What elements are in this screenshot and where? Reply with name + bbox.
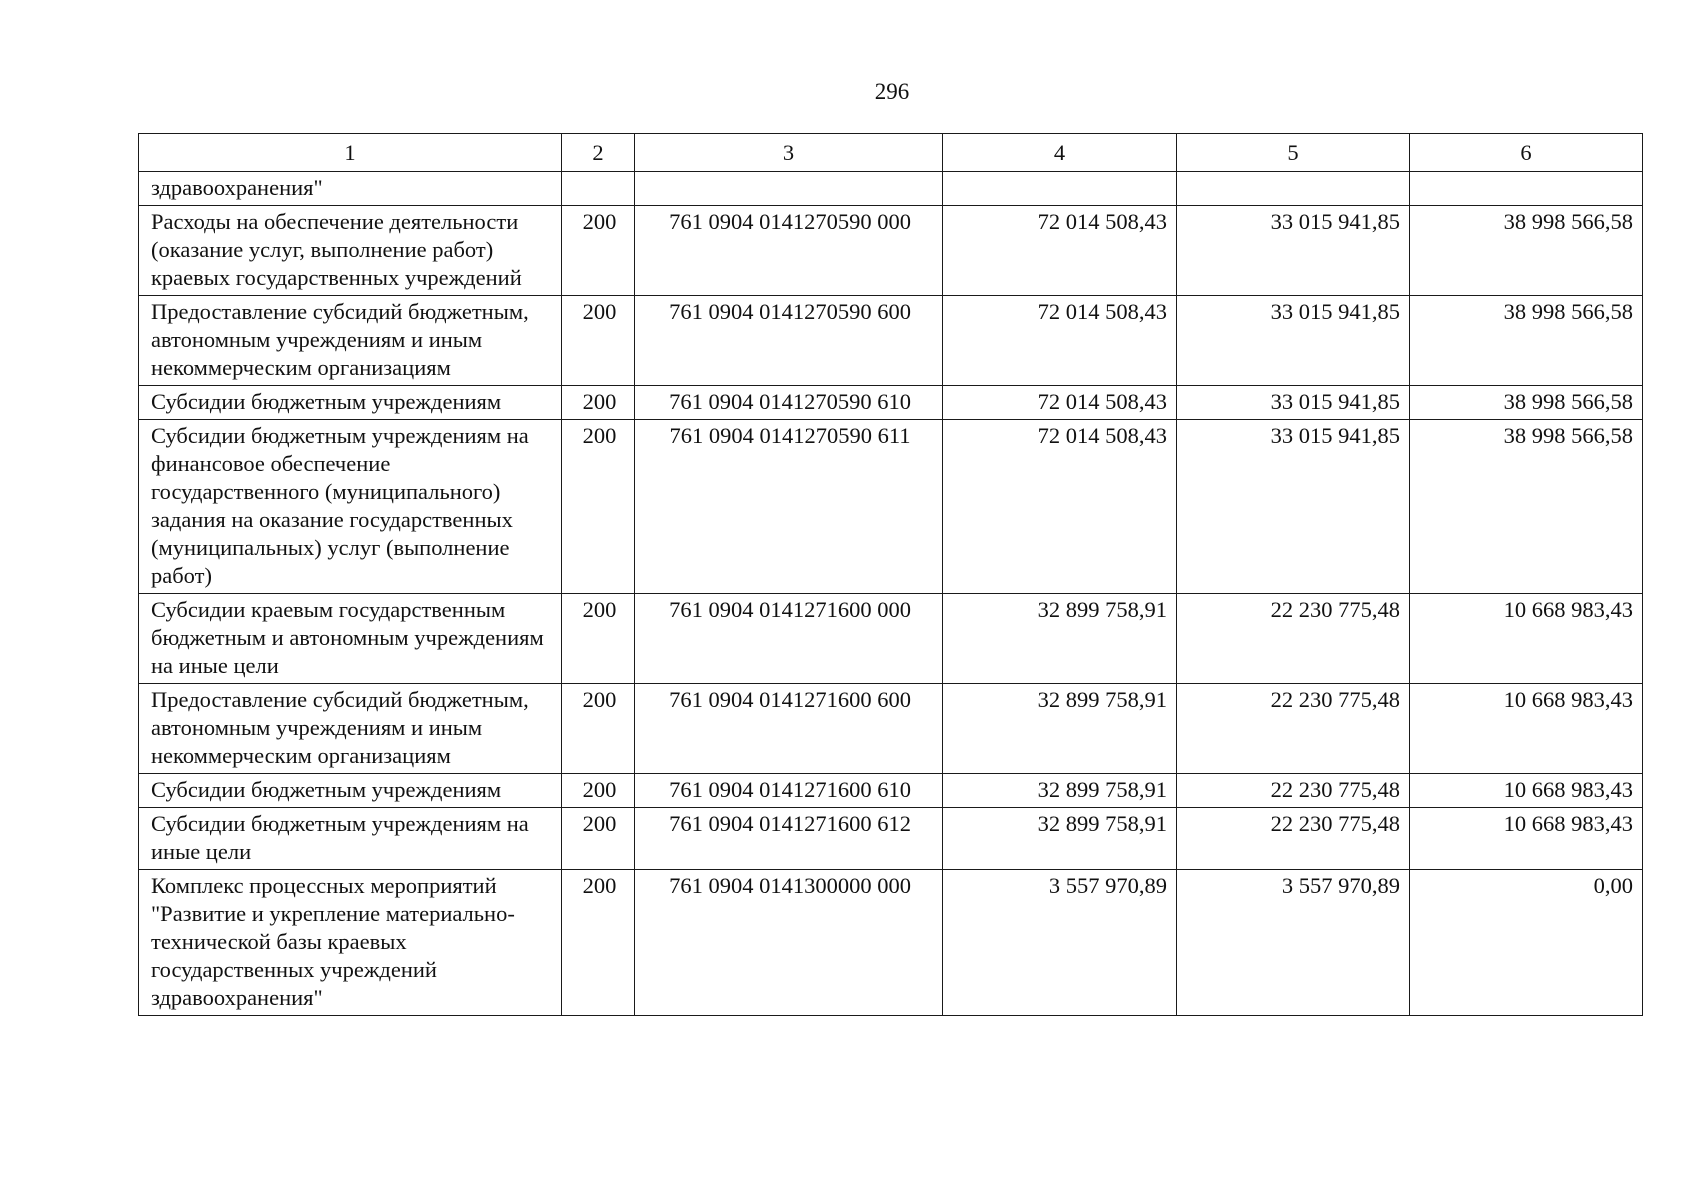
column-header-2: 2 (562, 134, 635, 172)
table-row (139, 808, 1643, 870)
row-code: 761 0904 0141270590 600 (635, 296, 943, 386)
row-value-4 (943, 172, 1177, 206)
table-row (139, 594, 1643, 684)
row-value-6: 10 668 983,43 (1410, 594, 1643, 684)
table-header (139, 134, 1643, 172)
budget-table (138, 133, 1643, 1016)
row-code: 761 0904 0141271600 612 (635, 808, 943, 870)
row-value-6: 0,00 (1410, 870, 1643, 1016)
row-value-4: 32 899 758,91 (943, 594, 1177, 684)
row-value-4: 32 899 758,91 (943, 774, 1177, 808)
row-code: 761 0904 0141271600 600 (635, 684, 943, 774)
table-body (139, 172, 1643, 1016)
table-row (139, 420, 1643, 594)
row-value-5: 33 015 941,85 (1177, 206, 1410, 296)
row-code: 761 0904 0141271600 000 (635, 594, 943, 684)
row-code: 761 0904 0141300000 000 (635, 870, 943, 1016)
row-value-4: 72 014 508,43 (943, 206, 1177, 296)
row-value-5: 33 015 941,85 (1177, 386, 1410, 420)
row-value-5: 22 230 775,48 (1177, 684, 1410, 774)
row-value-5: 33 015 941,85 (1177, 296, 1410, 386)
row-name: Субсидии бюджетным учреждениям на иные цели (139, 808, 562, 870)
page-number: 296 (874, 79, 910, 104)
row-value-4: 32 899 758,91 (943, 808, 1177, 870)
row-code: 761 0904 0141270590 000 (635, 206, 943, 296)
row-value-4: 72 014 508,43 (943, 386, 1177, 420)
row-name: Субсидии краевым государственным бюджетным и автономным учреждениям на иные цели (139, 594, 562, 684)
table-row (139, 296, 1643, 386)
row-code (635, 172, 943, 206)
row-code: 761 0904 0141271600 610 (635, 774, 943, 808)
row-col2: 200 (562, 808, 635, 870)
table-row (139, 684, 1643, 774)
column-header-3: 3 (635, 134, 943, 172)
row-col2: 200 (562, 684, 635, 774)
row-name: Предоставление субсидий бюджетным, автономным учреждениям и иным некоммерческим организациям (139, 296, 562, 386)
table-row (139, 172, 1643, 206)
row-name: Субсидии бюджетным учреждениям на финансовое обеспечение государственного (муниципального) задания на оказание государственных (муниципальных) услуг (выполнение работ) (139, 420, 562, 594)
row-value-6: 38 998 566,58 (1410, 206, 1643, 296)
row-col2: 200 (562, 420, 635, 594)
row-value-5: 33 015 941,85 (1177, 420, 1410, 594)
header-row (139, 134, 1643, 172)
row-col2: 200 (562, 296, 635, 386)
column-header-4: 4 (943, 134, 1177, 172)
row-value-6 (1410, 172, 1643, 206)
column-header-5: 5 (1177, 134, 1410, 172)
row-name: Предоставление субсидий бюджетным, автономным учреждениям и иным некоммерческим организациям (139, 684, 562, 774)
row-col2: 200 (562, 870, 635, 1016)
row-value-4: 32 899 758,91 (943, 684, 1177, 774)
row-name: здравоохранения" (139, 172, 562, 206)
row-value-6: 10 668 983,43 (1410, 808, 1643, 870)
row-col2: 200 (562, 386, 635, 420)
row-code: 761 0904 0141270590 610 (635, 386, 943, 420)
row-value-5: 22 230 775,48 (1177, 808, 1410, 870)
table-row (139, 774, 1643, 808)
table-row (139, 386, 1643, 420)
row-value-5: 22 230 775,48 (1177, 774, 1410, 808)
row-name: Комплекс процессных мероприятий "Развитие и укрепление материально-технической базы краевых государственных учреждений здравоохранения" (139, 870, 562, 1016)
row-value-6: 10 668 983,43 (1410, 684, 1643, 774)
column-header-1: 1 (139, 134, 562, 172)
table-row (139, 870, 1643, 1016)
row-col2: 200 (562, 594, 635, 684)
column-header-6: 6 (1410, 134, 1643, 172)
row-col2 (562, 172, 635, 206)
table-row (139, 206, 1643, 296)
row-value-4: 72 014 508,43 (943, 296, 1177, 386)
row-name: Субсидии бюджетным учреждениям (139, 386, 562, 420)
row-value-4: 72 014 508,43 (943, 420, 1177, 594)
row-value-6: 38 998 566,58 (1410, 420, 1643, 594)
row-value-4: 3 557 970,89 (943, 870, 1177, 1016)
row-value-6: 38 998 566,58 (1410, 386, 1643, 420)
row-value-6: 10 668 983,43 (1410, 774, 1643, 808)
row-col2: 200 (562, 206, 635, 296)
row-value-5: 22 230 775,48 (1177, 594, 1410, 684)
row-col2: 200 (562, 774, 635, 808)
row-value-6: 38 998 566,58 (1410, 296, 1643, 386)
row-name: Расходы на обеспечение деятельности (оказание услуг, выполнение работ) краевых государственных учреждений (139, 206, 562, 296)
row-name: Субсидии бюджетным учреждениям (139, 774, 562, 808)
row-code: 761 0904 0141270590 611 (635, 420, 943, 594)
row-value-5 (1177, 172, 1410, 206)
row-value-5: 3 557 970,89 (1177, 870, 1410, 1016)
